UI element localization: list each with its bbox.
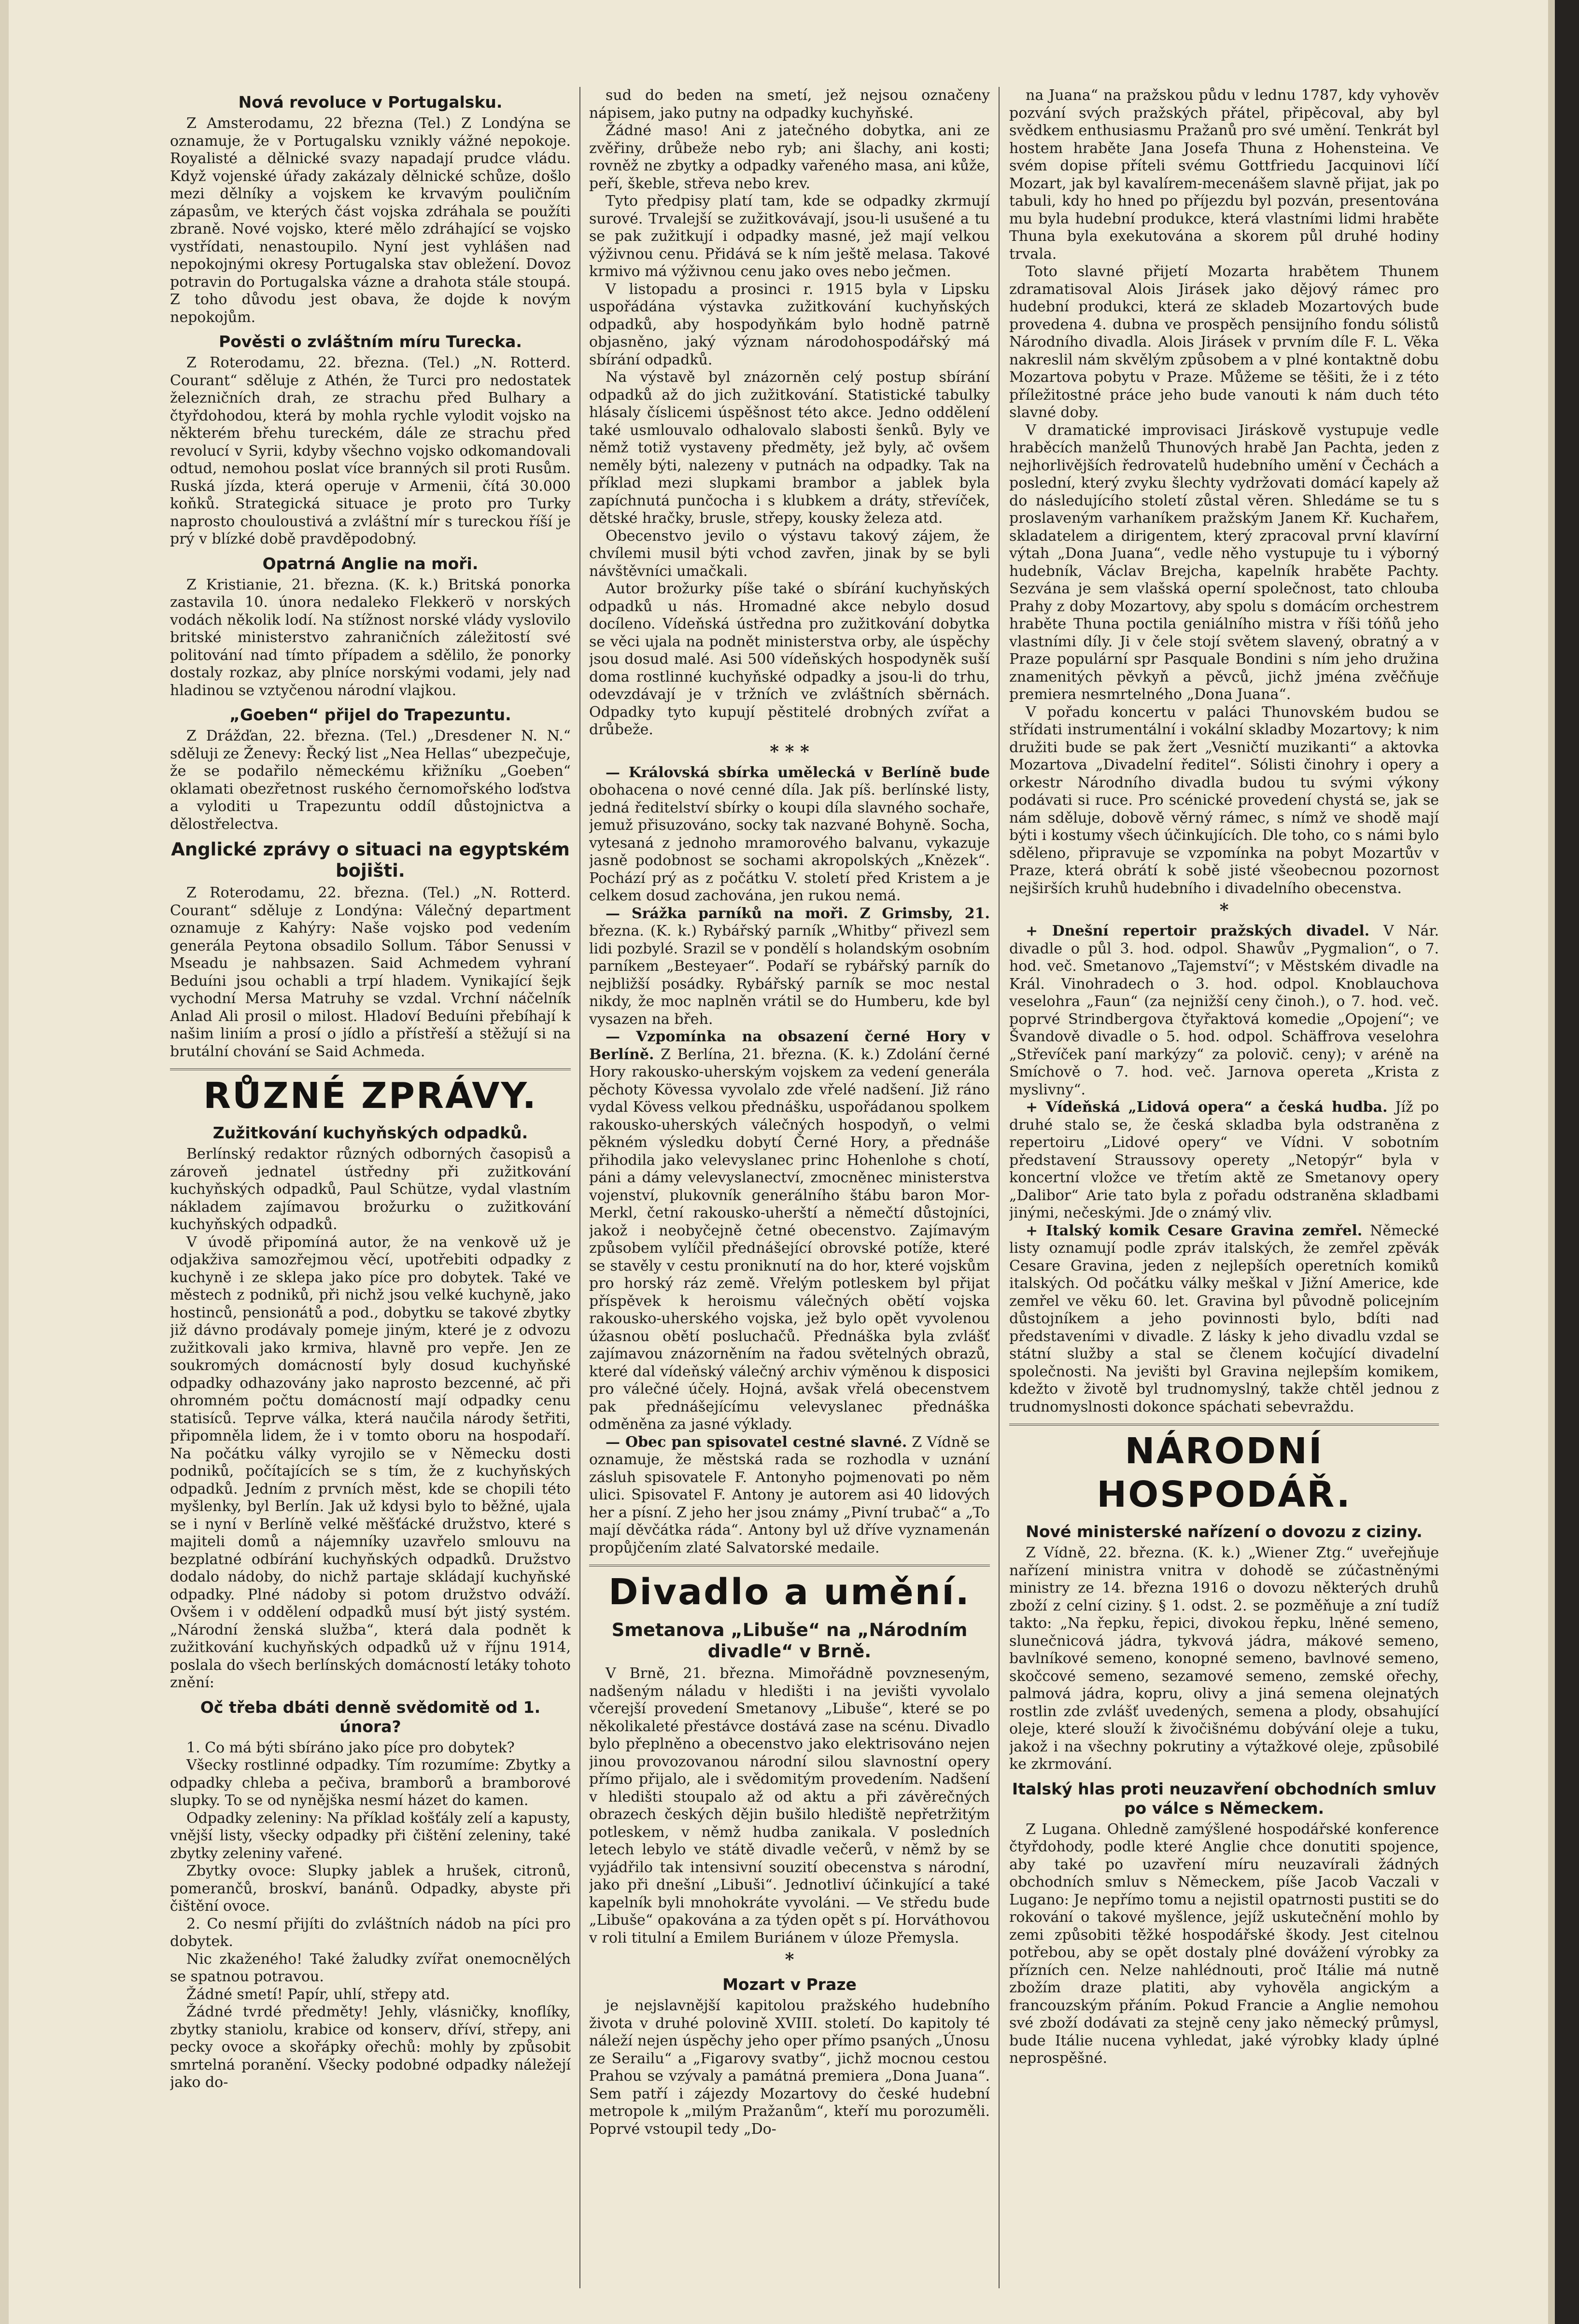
article-paragraph: Obecenstvo jevilo o výstavu takový zájem, že chvílemi musil býti vchod zavřen, jinak by se byli návštěvníci umačkali.: [589, 527, 990, 580]
news-item-body: obohacena o nové cenné díla. Jak píš. berlínské listy, jedná ředitelství sbírky o koupi díla slavného sochaře, jemuž přisuzováno, socky tak nazvané Bohyně. Socha, vytesaná z jednoho mramorového balvanu, vykazuje jasně podobnost se sochami akropolských „Knězek“. Pochází prý as z počátku V. století před Kristem a je celkem dosud zachována, jen rukou nemá.: [589, 782, 990, 904]
article-paragraph: Z Drážďan, 22. března. (Tel.) „Dresdener N. N.“ sděluji ze Ženevy: Řecký list „Nea Hellas“ ubezpečuje, že se podařilo německému křižníku „Goeben“ oklamati obezřetnost ruského černomořského loďstva a vyloditi u Trapezuntu oddíl důstojnictva a dělostřelectva.: [170, 728, 571, 833]
article-paragraph: je nejslavnější kapitolou pražského hudebního života v druhé polovině XVIII. století. Do kapitoly té náleží nejen úspěchy jeho oper přímo psaných „Únosu ze Serailu“ a „Figarovy svatby“, jichž mocnou cestou Prahou se vzývaly a památná premiera „Dona Juana“. Sem patří i zájezdy Mozartovy do české hudební metropole k „milým Pražanům“, kteří mu porozuměli. Poprvé vstoupil tedy „Do-: [589, 1997, 990, 2138]
article-paragraph: 2. Co nesmí přijíti do zvláštních nádob na píci pro dobytek.: [170, 1915, 571, 1950]
article-heading: Pověsti o zvláštním míru Turecka.: [219, 332, 522, 351]
news-item: [1009, 1099, 1439, 1222]
article-paragraph: Z Amsterodamu, 22 března (Tel.) Z Londýna se oznamuje, že v Portugalsku vznikly vážné nepokoje. Royalisté a dělnické svazy napadají prudce vládu. Když vojenské úřady zakázaly dělnické schůze, došlo mezi dělníky a vojskem ke krvavým pouličním zápasům, ve kterých část vojska zdráhala se použíti zbraně. Nové vojsko, které mělo zdráhající se vojsko vystřídati, nenastoupilo. Nyní jest vyhlášen nad nepokojnými okresy Portugalska stav obležení. Dovoz potravin do Portugalska vázne a drahota stále stoupá. Z toho důvodu jest obava, že dojde k novým nepokojům.: [170, 115, 571, 326]
section-banner: Divadlo a umění.: [589, 1565, 990, 1614]
section-banner: NÁRODNÍ HOSPODÁŘ.: [1009, 1424, 1439, 1516]
article-paragraph: V dramatické improvisaci Jiráskově vystupuje vedle hraběcích manželů Thunových hrabě Jan Pachta, jeden z nejhorlivějších ředrovatelů hudebního umění v Čechách a poslední, který zvyku šlechty vydržovati domácí kapely až do následujícího století zůstal věren. Shledáme se tu s proslaveným varhaníkem pražským Janem Kř. Kuchařem, skladatelem a dirigentem, který zpracoval první klavírní výtah „Dona Juana“, vedle něho vystupuje tu i výborný hudebník, Václav Brejcha, kapelník hraběte Pachty. Sezvána je sem vlašská operní společnost, tato chlouba Prahy z doby Mozartovy, aby spolu s domácím orchestrem hraběte Thuna poctila geniálního mistra v říši tóňů jeho vlastními díly. Ji v čele stojí světem slavený, obratný a v Praze populární spr Pasquale Bondini s ním jeho družina znamenitých pěvkyň a pěvců, jichž jména zvěčňuje premiera nesmrtelného „Dona Juana“.: [1009, 421, 1439, 703]
separator: *: [1219, 900, 1229, 920]
column-rule-1: [579, 87, 580, 2288]
article-heading: Zužitkování kuchyňských odpadků.: [212, 1123, 528, 1142]
article-paragraph: V Brně, 21. března. Mimořádně povzneseným, nadšeným náladu v hledišti i na jevišti vyvolalo včerejší provedení Smetanovy „Libuše“, které se po několikaleté přestávce dostává zase na scénu. Divadlo bylo přeplněno a obecenstvo jako elektrisováno nejen jinou provozovanou národní silou slavnostní opery přímo přijalo, ale i svědomitým provedením. Nadšení v hledišti stoupalo až od aktu a při závěrečných obrazech českých dějin bušilo hlediště nepřetržitým potleskem, v němž hudba zanikala. V posledních letech lebylo ve státě divadle večerů, v němž by se vyjádřilo tak intensivní souzití obecenstva s národní, jako při dnešní „Libuši“. Jednotliví účinkující a také kapelník byli mnohokráte vyvoláni. — Ve středu bude „Libuše“ opakována a za týden opět s pí. Horváthovou v roli titulní a Emilem Buriánem v úloze Přemysla.: [589, 1665, 990, 1946]
article-heading: „Goeben“ přijel do Trapezuntu.: [229, 705, 511, 724]
news-item-lead: — Srážka parníků na moři. Z Grimsby, 21.: [606, 905, 990, 922]
news-item-lead: — Obec pan spisovatel cestné slavné.: [606, 1433, 907, 1451]
page-edge-shadow: [1548, 0, 1555, 2324]
news-item: [1009, 1222, 1439, 1416]
article-paragraph: Autor brožurky píše také o sbírání kuchyňských odpadků u nás. Hromadné akce nebylo dosud docíleno. Vídeňská ústředna pro zužitkování dobytka se věci ujala na podnět ministerstva orby, ale úspěchy jsou dosud malé. Asi 500 vídeňských hospodyněk suší doma rostlinné kuchyňské odpadky a jsou-li do trhu, odevzdávají je v tržních ve zvláštních sběrnách. Odpadky tyto kupují pěstitelé drobných zvířat a drůbeže.: [589, 580, 990, 738]
column-right: [1009, 87, 1439, 2293]
article-paragraph: Z Roterodamu, 22. března. (Tel.) „N. Rotterd. Courant“ sděluje z Athén, že Turci pro nedostatek železničních drah, ze strachu před Bulhary a čtyřdohodou, která by mohla rychle vylodit vojsko na některém břehu tureckém, dále ze strachu před revolucí v Syrii, kdyby všechno vojsko odkomandovali odtud, nemohou poslat více branných sil proti Rusům. Ruská jízda, která operuje v Armenii, čítá 30.000 koňků. Strategická situace je proto pro Turky naprosto chouloustivá a zvláštní mír s tureckou říší je prý v blízké době pravděpodobný.: [170, 354, 571, 547]
column-middle: [589, 87, 990, 2293]
article-paragraph: Na výstavě byl znázorněn celý postup sbírání odpadků až do jich zužitkování. Statistické tabulky hlásaly číslicemi úspěšnost této akce. Jedno oddělení také usmlouvalo odhalovalo slabosti šenků. Byly ve němž totiž vystaveny předměty, jež byly, ač ovšem neměly býti, nalezeny v putnách na odpadky. Tak na příklad mezi slupkami brambor a jablek byla zapíchnutá punčocha i s klubkem a dráty, střevíček, dětské hračky, brusle, střepy, kousky železa atd.: [589, 369, 990, 527]
article-paragraph: V pořadu koncertu v paláci Thunovském budou se střídati instrumentální i vokální skladby Mozartovy; k nim družiti bude se pak žert „Vesničtí muzikanti“ a aktovka Mozartova „Divadelní ředitel“. Sólisti činohry i opery a orkestr Národního divadla budou tu svými výkony podávati si ruce. Pro scénické provedení chystá se, jak se nám sděluje, dobově věrný rámec, s nímž ve shodě mají býti i kostumy všech účinkujících. Dle toho, co s námi bylo sděleno, připravuje se vzpomínka na pobyt Mozartův v Praze, která obrátí k sobě jisté všeobecnou pozornost nejširších kruhů hudebního i divadelního obecenstva.: [1009, 703, 1439, 897]
article-paragraph: Z Kristianie, 21. března. (K. k.) Britská ponorka zastavila 10. února nedaleko Flekkerö v norských vodách několik lodí. Na stížnost norské vlády vyslovilo britské ministerstvo zahraničních záležitostí své politování nad tímto případem a sdělilo, že ponorky dostaly rozkaz, aby plníce norskými vodami, jely nad hladinou se vztyčenou národní vlajkou.: [170, 576, 571, 699]
article-paragraph: Žádné smetí! Papír, uhlí, střepy atd.: [186, 1986, 450, 2003]
news-item-lead: — Vzpomínka na obsazení černé Hory v Berlíně.: [589, 1028, 990, 1063]
article-paragraph: Z Vídně, 22. března. (K. k.) „Wiener Ztg.“ uveřejňuje nařízení ministra vnitra v dohodě se zúčastněnými ministry ze 14. března 1916 o dovozu některých druhů zboží z celní ciziny. § 1. odst. 2. se pozměňuje a zní tudíž takto: „Na řepku, řepici, divokou řepku, lněné semeno, slunečnicová jádra, tykvová jádra, mákové semeno, bavlníkové semeno, konopné semeno, bavlnové semeno, skočcové semeno, sezamové semeno, zemské ořechy, palmová jádra, kopru, olivy a jiná semena olejnatých rostlin zde zvlášť uvedených, semena a plody, obsahující oleje, které slouží k živočišnému dobývání oleje a tuku, jakož i na všechny pokrutiny a výtažkové oleje, způsobilé ke zkrmování.: [1009, 1544, 1439, 1773]
article-paragraph: V listopadu a prosinci r. 1915 byla v Lipsku uspořádána výstavka zužitkování kuchyňských odpadků, aby hospodyňkám bylo hodně patrně objasněno, jaký význam národohospodářský má sbírání odpadků.: [589, 280, 990, 368]
article-heading: Smetanova „Libuše“ na „Národním divadle“ v Brně.: [611, 1620, 968, 1662]
article-heading: Oč třeba dbáti denně svědomitě od 1. února?: [200, 1697, 541, 1736]
column-left: [170, 87, 571, 2293]
news-item-lead: + Dnešní repertoir pražských divadel.: [1026, 923, 1370, 939]
section-banner: RŮZNÉ ZPRÁVY.: [170, 1068, 571, 1118]
article-paragraph: Berlínský redaktor různých odborných časopisů a zároveň jednatel ústředny při zužitkování kuchyňských odpadků, Paul Schütze, vydal vlastním nákladem zajímavou brožurku o zužitkování kuchyňských odpadků.: [170, 1146, 571, 1233]
news-item: [589, 1028, 990, 1434]
news-item-body: Jíž po druhé stalo se, že česká skladba byla odstraněna z repertoiru „Lidové opery“ ve Vídni. V sobotním představení Straussovy operety „Netopýr“ byla v koncertní vložce ve třetím aktě ze Smetanovy opery „Dalibor“ Arie tato byla z pořadu odstraněna skladbami jinými, nečeskými. Jde o známý vliv.: [1009, 1099, 1439, 1221]
article-paragraph: Z Roterodamu, 22. března. (Tel.) „N. Rotterd. Courant“ sděluje z Londýna: Válečný department oznamuje z Kahýry: Naše vojsko pod vedením generála Peytona obsadilo Sollum. Tábor Senussi v Mseadu je nahbsazen. Said Achmedem vyhraní Beduíni jsou ochabli a trpí hladem. Vynikající šejk vychodní Mersa Matruhy se vzdal. Vrchní náčelník Anlad Ali prosil o milost. Hladoví Beduíni přebíhají k našim liniím a prosí o jídlo a přístřeší a stěžují si na brutální chování se Said Achmeda.: [170, 884, 571, 1060]
article-paragraph: Tyto předpisy platí tam, kde se odpadky zkrmují surové. Trvalejší se zužitkovávají, jsou-li usušené a tu se pak zužitkují i odpadky masné, jež mají velkou výživnou cenu. Přidává se k ním ještě melasa. Takové krmivo má výživnou cenu jako oves nebo ječmen.: [589, 193, 990, 280]
news-item: [589, 905, 990, 1029]
article-paragraph: sud do beden na smetí, jež nejsou označeny nápisem, jako putny na odpadky kuchyňské.: [589, 87, 990, 122]
article-paragraph: Nic zkaženého! Také žaludky zvířat onemocnělých se spatnou potravou.: [170, 1950, 571, 1985]
article-paragraph: 1. Co má býti sbíráno jako píce pro dobytek?: [186, 1739, 515, 1756]
news-item-body: Z Vídně se oznamuje, že městská rada se rozhodla v uznání zásluh spisovatele F. Antonyho pojmenovati po něm ulici. Spisovatel F. Antony je autorem asi 40 lidových her a písní. Z jeho her jsou známy „Pivní trubač“ a „To mají děvčátka ráda“. Antony byl už dříve vyznamenán propůjčením zlaté Salvatorské medaile.: [589, 1433, 990, 1556]
news-item-body: V Nár. divadle o půl 3. hod. odpol. Shawův „Pygmalion“, o 7. hod. več. Smetanovo „Tajemství“; v Městském divadle na Král. Vinohradech o 3. hod. odpol. Knoblauchova veselohra „Faun“ (za nejnižší ceny činoh.), o 7. hod. več. poprvé Strindbergova čtyřaktová komedie „Opojení“; ve Švandově divadle o 5. hod. odpol. Schäffrova veselohra „Střevíček paní markýzy“ za polovič. ceny); v aréně na Smíchově o 7. hod. več. Jarnova opereta „Krista z myslivny“.: [1009, 923, 1439, 1098]
news-item: [1009, 923, 1439, 1099]
news-item: [589, 1434, 990, 1557]
article-paragraph: Toto slavné přijetí Mozarta hrabětem Thunem zdramatisoval Alois Jirásek jako dějový rámec pro hudební produkci, která ze skladeb Mozartových bude provedena 4. dubna ve prospěch pensijního fondu sólistů Národního divadla. Alois Jirásek v prvním díle F. L. Věka nakreslil nám skvělým způsobem a v plné kontaktně dobu Mozartova pobytu v Praze. Můžeme se těšiti, že i z této příležitostné práce jeho bude vanouti k nám duch této slavné doby.: [1009, 263, 1439, 421]
news-item-lead: + Vídeňská „Lidová opera“ a česká hudba.: [1026, 1099, 1388, 1116]
news-item: [589, 764, 990, 905]
column-rule-2: [999, 87, 1000, 2288]
news-item-body: Z Berlína, 21. března. (K. k.) Zdolání černé Hory rakousko-uherským vojskem za vedení generála pěchoty Kövessa vyvolalo zde vřelé nadšení. Již ráno vydal Kövess velkou přednášku, uspořádanou spolkem rakousko-uherských válečných hospodyň, o velmi pěkném výsledku dobytí Černé Hory, a přednáše přihodila jako velevyslanec princ Hohenlohe s chotí, páni a dámy velevyslanectví, zmocněnec ministerstva vojenství, plukovník generálního štábu baron Mor-Merkl, četní rakousko-uherští a němečtí důstojníci, jakož i neobyčejně četné obecenstvo. Zajímavým způsobem vylíčil přednášející obrovské potíže, které se stavěly v cestu proniknutí na do hor, které vojskům pro horský ráz země. Vřelým potleskem byl přijat příspěvek k heroismu válečných obětí vojska rakousko-uherského vojska, jež bylo opět vyvolenou úžasnou obětí posluchačů. Přednáška byla zvlášť zajímavou znázorněním na řadou světelných obrazů, které dal vídeňský válečný archiv výměnou k disposici pro válečné účely. Hojná, avšak vřelá obecenstvem pak přednášejícímu velevyslanec přednáška odměněna za jasné výklady.: [589, 1046, 990, 1433]
page-spine: [0, 0, 9, 2324]
article-heading: Opatrná Anglie na moři.: [262, 554, 479, 573]
article-paragraph: Odpadky zeleniny: Na příklad košťály zelí a kapusty, vnější listy, všecky odpadky při čištění zeleniny, také zbytky zeleniny vařené.: [170, 1809, 571, 1862]
news-item-body: Německé listy oznamují podle zpráv italských, že zemřel zpěvák Cesare Gravina, jeden z nejlepších operetních komiků italských. Od počátku války meškal v Jižní Americe, kde zemřel ve věku 60. let. Gravina byl původně policejním důstojníkem a jeho povinnosti bylo, bdíti nad představeními v divadle. Z lásky k jeho divadlu vzdal se státní služby a stal se členem kočující divadelní společnosti. Na jevišti byl Gravina nejlepším komikem, kdežto v životě byl trudnomyslný, takže chtěl jednou z trudnomyslnosti dokonce spáchati sebevraždu.: [1009, 1222, 1439, 1415]
news-item-lead: — Královská sbírka umělecká v Berlíně bude: [606, 764, 990, 781]
article-paragraph: na Juana“ na pražskou půdu v lednu 1787, kdy vyhověv pozvání svých pražských přátel, připěcoval, aby byl svědkem enthusiasmu Pražanů pro své umění. Tenkrát byl hostem hraběte Jana Josefa Thuna z Hohensteina. Ve svém dopise příteli svému Gottfriedu Jacquinovi líčí Mozart, jak byl kavalírem-mecenášem slavně přijat, jak po tabuli, kdy ho hned po příjezdu byl pozván, presentována mu byla hudební produkce, která vlastními lidmi hraběte Thuna byla exekutována a skorem půl druhé hodiny trvala.: [1009, 87, 1439, 263]
article-heading: Nové ministerské nařízení o dovozu z ciziny.: [1026, 1522, 1423, 1541]
article-paragraph: Z Lugana. Ohledně zamýšlené hospodářské konference čtyřdohody, podle které Anglie chce donutiti spojence, aby také po uzavření míru neuzavírali žádných obchodních smluv s Německem, píše Jacob Vaczali v Lugano: Je nepřímo tomu a nejistil opatrnosti pustiti se do rokování o takové myšlence, jejíž uskutečnění mohlo by zemi způsobiti těžké hospodářské škody. Jest citelnou potřebou, aby se opět dostaly plné dovážení výrobky za přízních cen. Nelze nahlédnouti, proč Itálie má nutně zbožím draze platiti, aby vyhověla angickým a francouzským přáním. Pokud Francie a Anglie nemohou své zboží dodávati za stejně ceny jako německý průmysl, bude Itálie nucena vyhledat, jaké výrobky klady úplné neprospěšné.: [1009, 1820, 1439, 2067]
article-heading: Nová revoluce v Portugalsku.: [238, 93, 503, 112]
article-paragraph: V úvodě připomíná autor, že na venkově už je odjakživa samozřejmou věcí, upotřebiti odpadky z kuchyně i ze sklepa jako píce pro dobytek. Také ve městech z podniků, při nichž jsou velké kuchyně, jako hostinců, pensionátů a pod., dobytku se takové zbytky již dávno prodávaly pomeje jiným, které je z odvozu zužitkovali jako krmiva, hlavně pro vepře. Jen ze soukromých domácností byly dosud kuchyňské odpadky odhazovány jako naprosto bezcenné, ač při ohromném počtu domácností mají odpadky cenu statisíců. Teprve válka, která naučila národy šetřiti, připomněla lidem, že i v tomto oboru na hospodaří. Na počátku války vyrojilo se v Německu dosti podniků, počítajících se s tím, že z kuchyňských odpadků. Jedním z prvních měst, kde se chopili této myšlenky, byl Berlín. Jak už kdysi bylo to běžné, ujala se i nyní v Berlíně velké měšťácké družstvo, které s majiteli domů a nájemníky uzavřelo smlouvu na bezplatné odbírání kuchyňských odpadků. Družstvo dodalo nádoby, do nichž partaje skládají kuchyňské odpadky. Plné nádoby si potom družstvo odváží. Ovšem i v oddělení odpadků musí být jistý systém. „Národní ženská služba“, která dala podnět k zužitkování kuchyňských odpadků už v říjnu 1914, poslala do všech berlínských domácností letáky tohoto znění:: [170, 1233, 571, 1691]
article-paragraph: Žádné maso! Ani z jatečného dobytka, ani ze zvěřiny, drůbeže nebo ryb; ani šlachy, ani kosti; rovněž ne zbytky a odpadky vařeného masa, ani kůže, peří, škeble, střeva nebo krev.: [589, 122, 990, 192]
article-paragraph: Zbytky ovoce: Slupky jablek a hrušek, citronů, pomerančů, broskví, banánů. Odpadky, abyste při čištění ovoce.: [170, 1862, 571, 1915]
article-paragraph: Všecky rostlinné odpadky. Tím rozumíme: Zbytky a odpadky chleba a pečiva, bramborů a bramborové slupky. To se od nynějška nesmí házet do kamen.: [170, 1757, 571, 1809]
separator: * * *: [770, 741, 809, 762]
news-item-lead: + Italský komik Cesare Gravina zemřel.: [1026, 1222, 1363, 1239]
article-heading: Anglické zprávy o situaci na egyptském bojišti.: [171, 839, 570, 881]
separator: *: [785, 1949, 794, 1970]
news-item-body: března. (K. k.) Rybářský parník „Whitby“ přivezl sem lidi pozbylé. Srazil se v pondělí s holandským osobním parníkem „Besteyaer“. Podaří se rybářský parník do nejbližší posádky. Rybářský parník se moc nestal nikdy, že moc naplněn vrátil se do Humberu, kde byl vysazen na břeh.: [589, 923, 990, 1028]
page-dark-edge: [1555, 0, 1579, 2324]
article-paragraph: Žádné tvrdé předměty! Jehly, vlásničky, knoflíky, zbytky staniolu, krabice od konserv, dříví, střepy, ani pecky ovoce a skořápky ořechů: mohly by způsobit smrtelná poranění. Všecky podobné odpadky náležejí jako do-: [170, 2003, 571, 2091]
article-heading: Italský hlas proti neuzavření obchodních smluv po válce s Německem.: [1012, 1779, 1437, 1818]
article-heading: Mozart v Praze: [722, 1975, 857, 1994]
